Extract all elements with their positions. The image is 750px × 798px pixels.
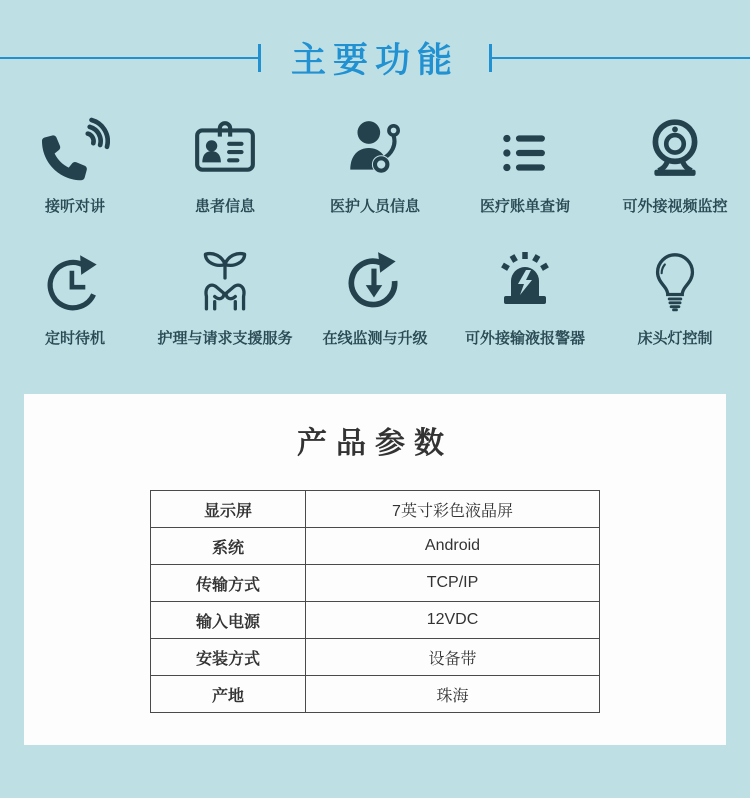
param-name: 传输方式 — [151, 565, 306, 602]
feature-label: 床头灯控制 — [637, 330, 713, 347]
param-name: 系统 — [151, 528, 306, 565]
feature-video-monitor — [600, 110, 750, 216]
feature-timed-standby — [0, 242, 150, 348]
param-value: Android — [306, 528, 600, 565]
feature-label: 护理与请求支援服务 — [157, 330, 293, 347]
table-row — [151, 602, 600, 639]
parameters-table — [150, 490, 600, 713]
feature-label: 医护人员信息 — [329, 198, 420, 215]
feature-patient-info — [150, 110, 300, 216]
feature-label: 可外接视频监控 — [622, 198, 728, 215]
feature-infusion-alarm — [450, 242, 600, 348]
param-name: 产地 — [151, 676, 306, 713]
param-name: 输入电源 — [151, 602, 306, 639]
param-value: 7英寸彩色液晶屏 — [306, 491, 600, 528]
header-rule-right — [492, 57, 750, 59]
feature-lamp-control — [600, 242, 750, 348]
bill-list-icon — [493, 110, 557, 182]
feature-label: 定时待机 — [44, 330, 105, 347]
feature-row-1 — [0, 110, 750, 216]
feature-label: 可外接输液报警器 — [464, 330, 585, 347]
feature-online-upgrade — [300, 242, 450, 348]
section-header — [0, 0, 750, 82]
hands-care-icon — [192, 242, 258, 314]
parameters-title: 产品参数 — [297, 427, 453, 460]
param-name: 显示屏 — [151, 491, 306, 528]
bedside-lamp-icon — [644, 242, 706, 314]
table-row — [151, 528, 600, 565]
param-value: 珠海 — [306, 676, 600, 713]
timer-standby-icon — [42, 242, 108, 314]
feature-label: 接听对讲 — [44, 198, 105, 215]
page-title: 主要功能 — [291, 41, 460, 80]
id-card-icon — [191, 110, 259, 182]
features-section — [0, 110, 750, 348]
feature-care-support — [150, 242, 300, 348]
update-refresh-icon — [342, 242, 408, 314]
feature-row-2 — [0, 242, 750, 348]
param-name: 安装方式 — [151, 639, 306, 676]
table-row — [151, 491, 600, 528]
feature-label: 在线监测与升级 — [322, 330, 428, 347]
param-value: TCP/IP — [306, 565, 600, 602]
infusion-alarm-icon — [492, 242, 558, 314]
parameters-card — [24, 394, 726, 745]
table-row — [151, 676, 600, 713]
table-row — [151, 565, 600, 602]
feature-bill-query — [450, 110, 600, 216]
header-rule-left — [0, 57, 258, 59]
table-row — [151, 639, 600, 676]
phone-intercom-icon — [40, 110, 110, 182]
medical-staff-icon — [342, 110, 408, 182]
feature-answer-intercom — [0, 110, 150, 216]
webcam-icon — [642, 110, 708, 182]
feature-staff-info — [300, 110, 450, 216]
feature-label: 医疗账单查询 — [479, 198, 570, 215]
feature-label: 患者信息 — [194, 198, 255, 215]
param-value: 12VDC — [306, 602, 600, 639]
param-value: 设备带 — [306, 639, 600, 676]
header-tick-left — [258, 44, 261, 72]
